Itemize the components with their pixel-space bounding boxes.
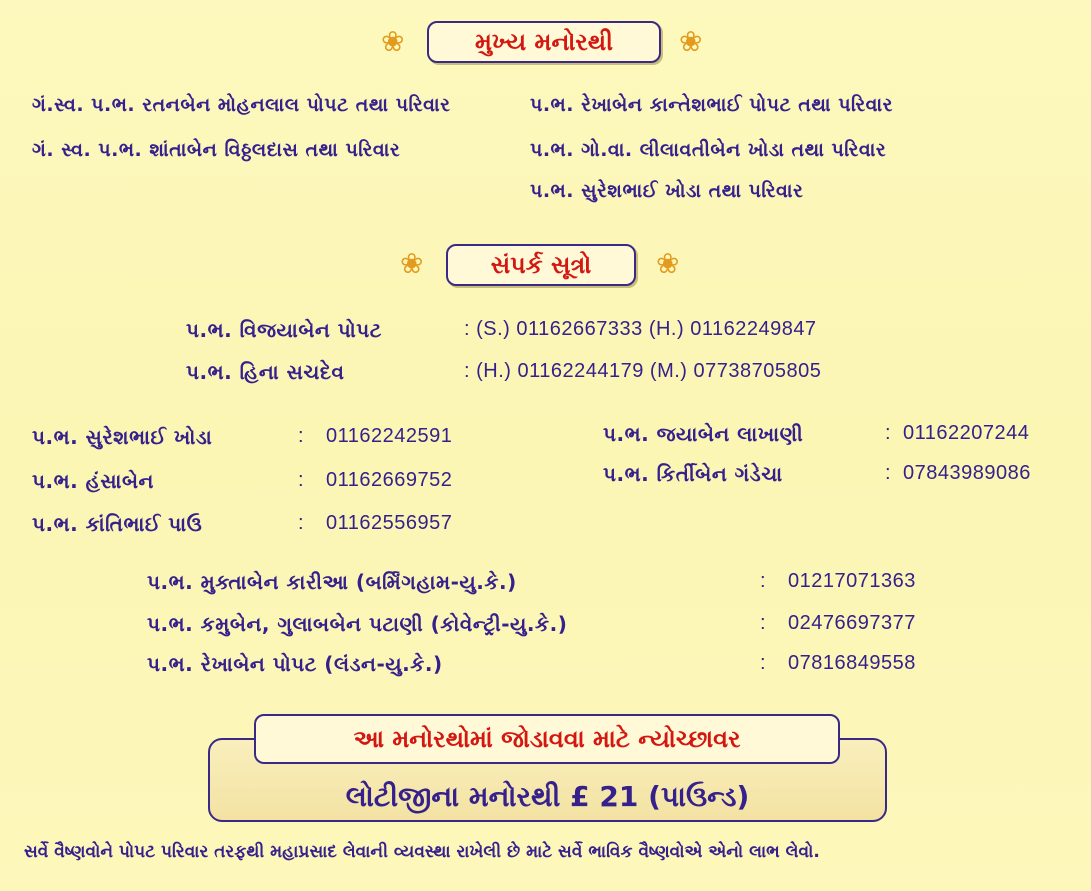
- contacts-heading: સંપર્ક સૂત્રો: [446, 244, 636, 286]
- flower-ornament-icon: ❀: [400, 247, 424, 280]
- sponsor-right-2: પ.ભ. ગો.વા. લીલાવતીબેન ખોડા તથા પરિવાર: [530, 139, 887, 161]
- contact-colon: :: [298, 512, 305, 534]
- contact-phone: 01162669752: [326, 469, 453, 491]
- contact-colon: :: [760, 570, 767, 592]
- contact-name: પ.ભ. જયાબેન લાખાણી: [603, 422, 804, 446]
- primary-contact-phones: : (S.) 01162667333 (H.) 01162249847: [464, 318, 817, 340]
- contact-colon: :: [885, 422, 892, 444]
- flower-ornament-icon: ❀: [656, 247, 680, 280]
- contact-colon: :: [298, 425, 305, 447]
- contact-colon: :: [885, 462, 892, 484]
- contact-phone: 01217071363: [788, 570, 916, 592]
- contact-colon: :: [760, 612, 767, 634]
- contact-name: પ.ભ. હંસાબેન: [32, 469, 154, 493]
- contact-name: પ.ભ. કાંતિભાઈ પાઉ: [32, 512, 203, 536]
- sponsor-right-1: પ.ભ. રેખાબેન કાન્તેશભાઈ પોપટ તથા પરિવાર: [530, 94, 893, 116]
- contact-phone: 01162207244: [903, 422, 1030, 444]
- uk-contact-name: પ.ભ. મુક્તાબેન કારીઆ (બર્મિંગહામ-યુ.કે.): [147, 570, 517, 594]
- flower-ornament-icon: ❀: [679, 25, 703, 58]
- mahaprasad-note: સર્વે વૈષ્ણવોને પોપટ પરિવાર તરફથી મહાપ્રસાદ લેવાની વ્યવસ્થા રાખેલી છે માટે સર્વે ભાવિક વૈષ્ણવોએ એનો લાભ લેવો.: [24, 842, 820, 862]
- contact-phone: 07843989086: [903, 462, 1031, 484]
- uk-contact-name: પ.ભ. કમુબેન, ગુલાબબેન પટાણી (કોવેન્ટ્રી-યુ.કે.): [147, 612, 568, 636]
- main-sponsors-heading: મુખ્ય મનોરથી: [427, 21, 661, 63]
- offer-price-text: લોટીજીના મનોરથી £ 21 (પાઉન્ડ): [345, 780, 750, 813]
- sponsor-left-1: ગં.સ્વ. પ.ભ. રતનબેન મોહનલાલ પોપટ તથા પરિવાર: [32, 94, 451, 116]
- sponsor-left-2: ગં. સ્વ. પ.ભ. શાંતાબેન વિઠ્ઠલદાસ તથા પરિવાર: [32, 139, 401, 161]
- contact-name: પ.ભ. કિર્તીબેન ગંડેચા: [603, 462, 783, 486]
- uk-contact-name: પ.ભ. રેખાબેન પોપટ (લંડન-યુ.કે.): [147, 652, 443, 676]
- contact-phone: 02476697377: [788, 612, 916, 634]
- contact-phone: 01162242591: [326, 425, 453, 447]
- contact-phone: 07816849558: [788, 652, 916, 674]
- contact-colon: :: [760, 652, 767, 674]
- contact-name: પ.ભ. સુરેશભાઈ ખોડા: [32, 425, 213, 449]
- primary-contact-phones: : (H.) 01162244179 (M.) 07738705805: [464, 360, 822, 382]
- primary-contact-name: પ.ભ. હિના સચદેવ: [186, 360, 345, 384]
- sponsor-right-3: પ.ભ. સુરેશભાઈ ખોડા તથા પરિવાર: [530, 180, 804, 202]
- contact-phone: 01162556957: [326, 512, 453, 534]
- contact-colon: :: [298, 469, 305, 491]
- offer-heading-box: આ મનોરથોમાં જોડાવવા માટે ન્યોચ્છાવર: [254, 714, 840, 764]
- primary-contact-name: પ.ભ. વિજયાબેન પોપટ: [186, 318, 382, 342]
- flower-ornament-icon: ❀: [381, 25, 405, 58]
